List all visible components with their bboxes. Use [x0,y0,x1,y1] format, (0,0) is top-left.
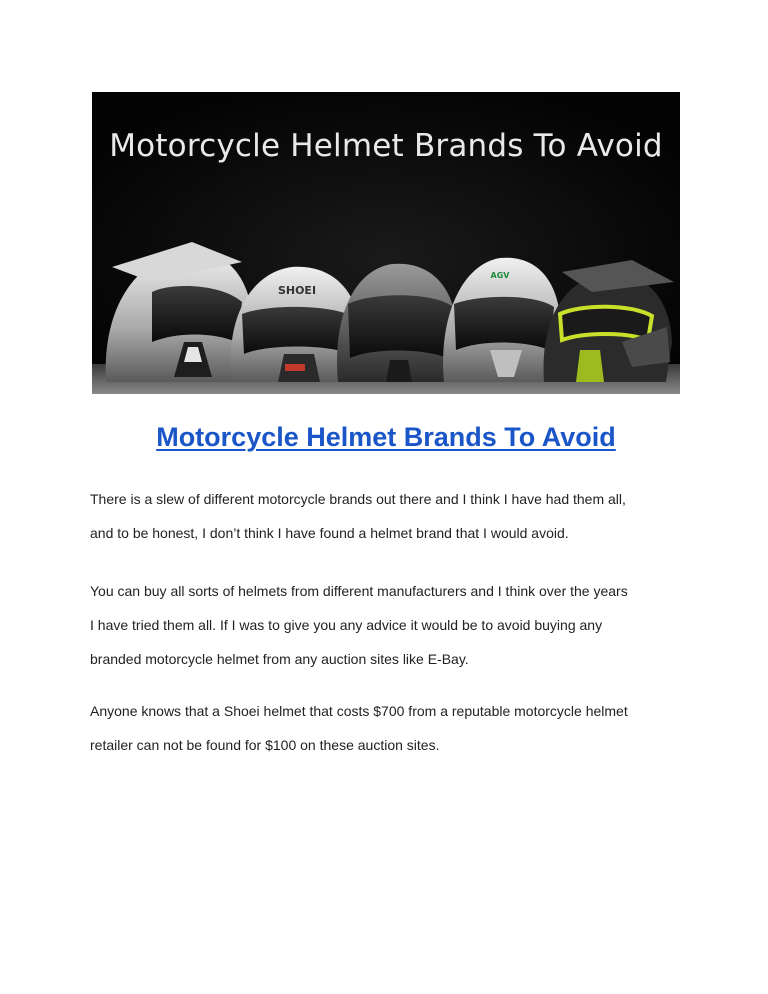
paragraph-1 [90,482,690,550]
helmet-badge-shoei: SHOEI [277,284,317,297]
paragraph-3 [90,694,690,762]
helmet-badge-agv: AGV [490,271,510,280]
article-title-link[interactable]: Motorcycle Helmet Brands To Avoid [156,422,616,452]
paragraph-2 [90,574,690,676]
paragraph-line: and to be honest, I don’t think I have found a helmet brand that I would avoid. [90,525,569,541]
paragraph-line: I have tried them all. If I was to give you any advice it would be to avoid buying any [90,617,603,633]
paragraph-line: branded motorcycle helmet from any auction sites like E-Bay. [90,651,469,667]
hero-image [92,92,680,394]
paragraph-line: retailer can not be found for $100 on these auction sites. [90,737,440,753]
helmet-1 [106,242,250,382]
hero-caption: Motorcycle Helmet Brands To Avoid [109,128,663,164]
paragraph-line: You can buy all sorts of helmets from different manufacturers and I think over the years [90,583,628,599]
paragraph-line: There is a slew of different motorcycle brands out there and I think I have had them all, [90,491,626,507]
paragraph-line: Anyone knows that a Shoei helmet that costs $700 from a reputable motorcycle helmet [90,703,628,719]
